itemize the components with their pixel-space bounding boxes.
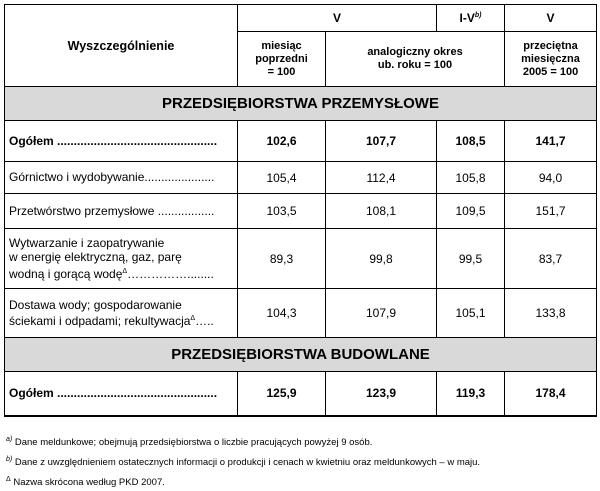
col-header-wyszczegolnienie: Wyszczególnienie	[5, 5, 238, 87]
table-row	[5, 289, 597, 338]
table-cell: 125,9	[238, 372, 326, 416]
table-cell: 89,3	[238, 229, 326, 289]
section-title-industry: PRZEDSIĘBIORSTWA PRZEMYSŁOWE	[5, 87, 597, 121]
table-row	[5, 194, 597, 229]
table-cell: 109,5	[437, 194, 505, 229]
table-cell: 133,8	[505, 289, 597, 338]
col-header-v2: V	[505, 5, 597, 32]
table-row	[5, 372, 597, 416]
table-row	[5, 162, 597, 194]
table-cell: 105,1	[437, 289, 505, 338]
table-cell: 178,4	[505, 372, 597, 416]
table-cell: 108,5	[437, 121, 505, 162]
table-cell: 99,8	[326, 229, 437, 289]
row-label-total-construction: Ogółem ................................................	[5, 372, 238, 416]
table-row	[5, 121, 597, 162]
row-label-mining: Górnictwo i wydobywanie.....................	[5, 162, 238, 194]
table-cell: 123,9	[326, 372, 437, 416]
section-row-industry	[5, 87, 597, 121]
row-label-energy-supply: Wytwarzanie i zaopatrywanie w energię elektryczną, gaz, parę wodną i gorącą wodę$^\Delta$……………........	[5, 229, 238, 289]
table-cell: 107,7	[326, 121, 437, 162]
footnote-a: $^{a)}$ Dane meldunkowe; obejmują przedsiębiorstwa o liczbie pracujących powyżej 9 osób.	[6, 436, 373, 449]
table-cell: 94,0	[505, 162, 597, 194]
table-cell: 104,3	[238, 289, 326, 338]
table-cell: 83,7	[505, 229, 597, 289]
header-row-1	[5, 5, 597, 32]
row-label-water-supply: Dostawa wody; gospodarowanie ściekami i odpadami; rekultywacja$^\Delta$…..	[5, 289, 238, 338]
subheader-previous-month: miesiąc poprzedni = 100	[238, 32, 326, 87]
table-cell: 103,5	[238, 194, 326, 229]
table-cell: 99,5	[437, 229, 505, 289]
col-header-v: V	[238, 5, 437, 32]
section-title-construction: PRZEDSIĘBIORSTWA BUDOWLANE	[5, 338, 597, 372]
table-cell: 119,3	[437, 372, 505, 416]
data-table	[4, 4, 597, 417]
table-cell: 141,7	[505, 121, 597, 162]
table-cell: 102,6	[238, 121, 326, 162]
table-cell: 105,4	[238, 162, 326, 194]
subheader-monthly-average-2005: przeciętna miesięczna 2005 = 100	[505, 32, 597, 87]
section-row-construction	[5, 338, 597, 372]
col-header-i-v: $I-V^{b)}$	[437, 5, 505, 32]
table-cell: 107,9	[326, 289, 437, 338]
footnote-delta: $^\Delta$ Nazwa skrócona według PKD 2007.	[6, 476, 165, 489]
footnotes	[6, 431, 480, 491]
table-cell: 112,4	[326, 162, 437, 194]
table-cell: 151,7	[505, 194, 597, 229]
table-cell: 105,8	[437, 162, 505, 194]
row-label-total-industry: Ogółem ................................................	[5, 121, 238, 162]
row-label-manufacturing: Przetwórstwo przemysłowe .................	[5, 194, 238, 229]
subheader-same-period-last-year: analogiczny okres ub. roku = 100	[326, 32, 505, 87]
table-row	[5, 229, 597, 289]
footnote-b: $^{b)}$ Dane z uwzględnieniem ostatecznych informacji o produkcji i cenach w kwietniu oraz meldunkowych – w maju.	[6, 456, 481, 469]
table-cell: 108,1	[326, 194, 437, 229]
